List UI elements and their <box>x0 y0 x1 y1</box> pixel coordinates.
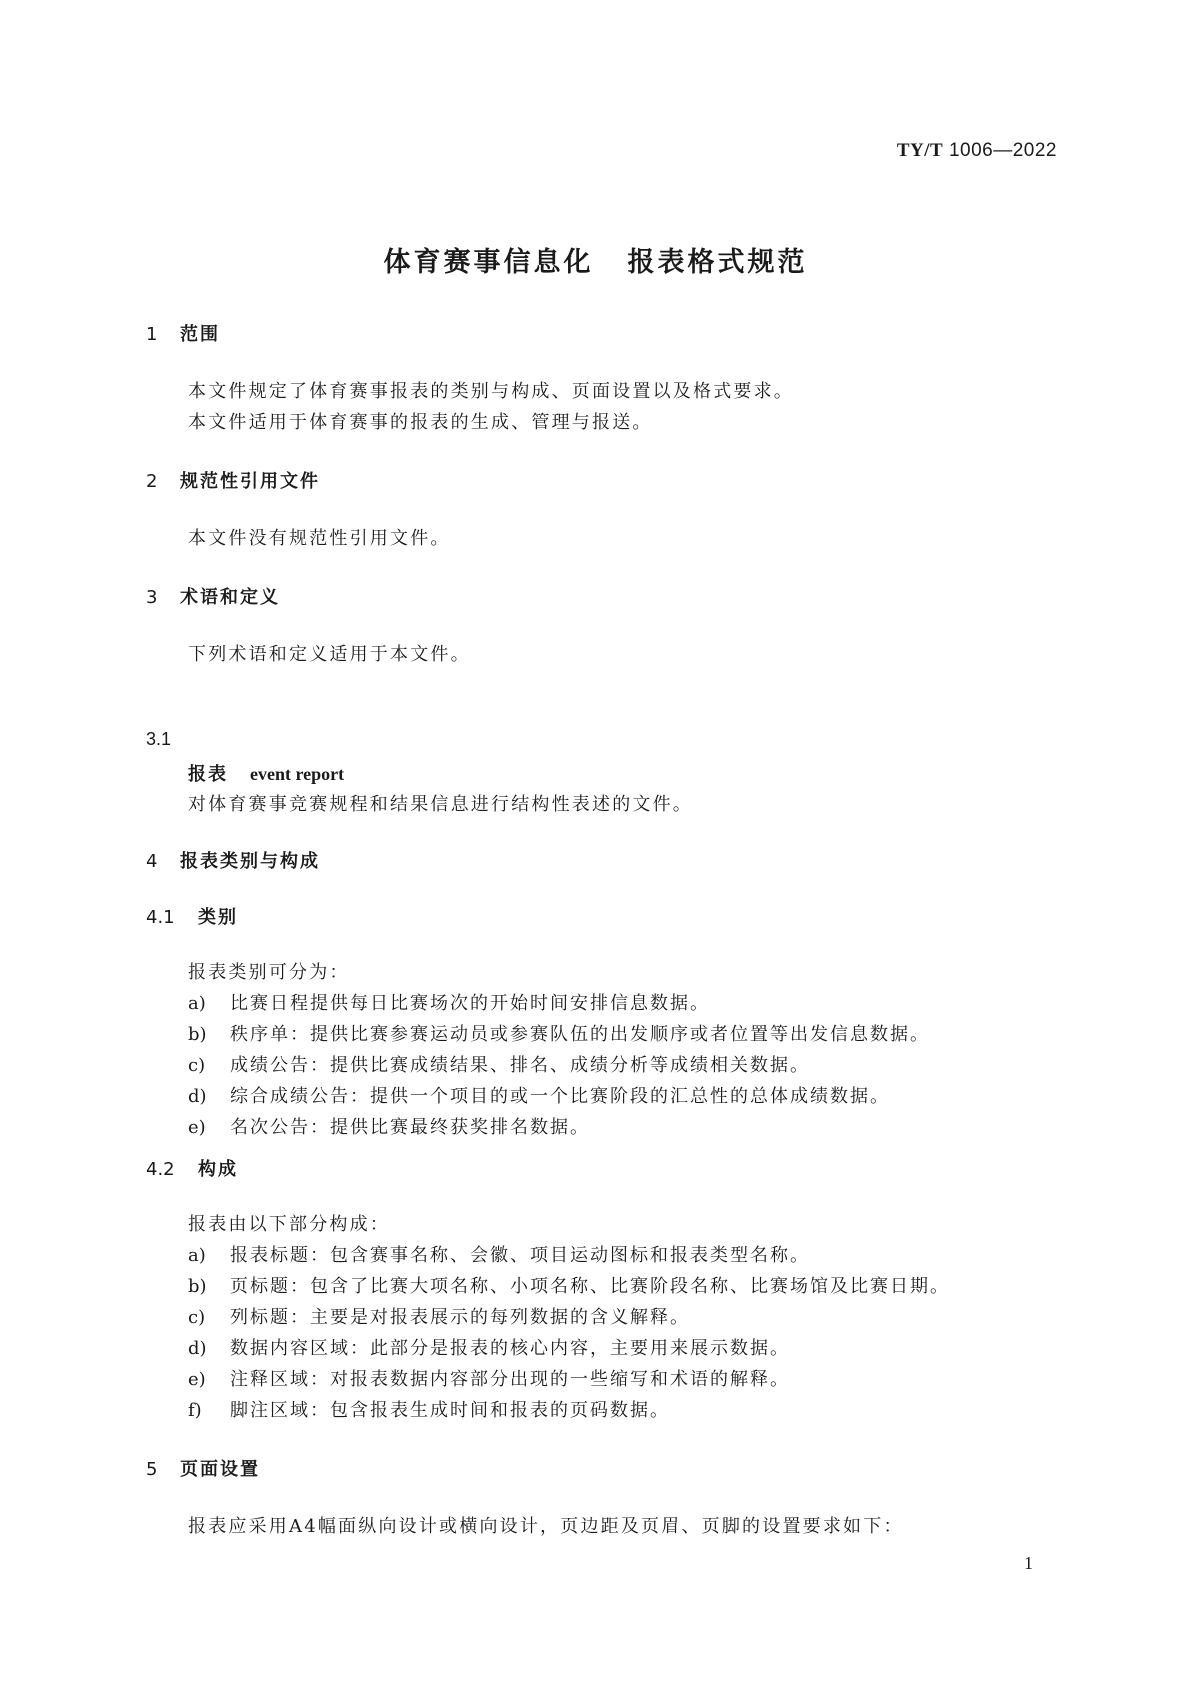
title-part-2: 报表格式规范 <box>627 247 808 278</box>
list-item <box>188 1051 810 1077</box>
list-text: 比赛日程提供每日比赛场次的开始时间安排信息数据。 <box>230 993 710 1014</box>
term-number: 3.1 <box>146 729 172 749</box>
list-marker: a) <box>188 993 206 1014</box>
list-item <box>188 1303 690 1329</box>
list-item <box>188 1020 930 1046</box>
section-title: 术语和定义 <box>180 587 280 608</box>
subsection-title: 构成 <box>198 1159 238 1180</box>
section-2-heading <box>146 467 320 493</box>
list-marker: d) <box>188 1338 207 1359</box>
list-text: 注释区域：对报表数据内容部分出现的一些缩写和术语的解释。 <box>230 1369 790 1390</box>
section-title: 页面设置 <box>180 1459 260 1480</box>
paragraph: 本文件规定了体育赛事报表的类别与构成、页面设置以及格式要求。 <box>188 381 794 402</box>
list-text: 列标题：主要是对报表展示的每列数据的含义解释。 <box>230 1307 690 1328</box>
section-5-heading <box>146 1455 260 1481</box>
section-title: 范围 <box>180 324 220 345</box>
standard-prefix: TY/T <box>896 140 944 161</box>
list-text: 脚注区域：包含报表生成时间和报表的页码数据。 <box>230 1400 670 1421</box>
section-4-heading <box>146 847 320 873</box>
list-marker: e) <box>188 1117 206 1138</box>
list-text: 报表标题：包含赛事名称、会徽、项目运动图标和报表类型名称。 <box>230 1245 810 1266</box>
section-number: 5 <box>146 1459 158 1480</box>
subsection-title: 类别 <box>198 907 238 928</box>
page-number: 1 <box>1024 1553 1033 1573</box>
list-marker: d) <box>188 1086 207 1107</box>
term-entry <box>188 760 344 786</box>
list-item <box>188 1334 790 1360</box>
section-number: 3 <box>146 587 158 608</box>
list-item <box>188 1113 590 1139</box>
subsection-number: 4.1 <box>146 907 175 928</box>
list-item <box>188 1272 950 1298</box>
list-item <box>188 1365 790 1391</box>
list-marker: b) <box>188 1276 207 1297</box>
list-intro: 报表由以下部分构成： <box>188 1214 390 1235</box>
list-marker: e) <box>188 1369 206 1390</box>
title-part-1: 体育赛事信息化 <box>383 247 594 278</box>
list-item <box>188 1241 810 1267</box>
section-number: 4 <box>146 851 158 872</box>
list-marker: c) <box>188 1307 206 1328</box>
subsection-number: 4.2 <box>146 1159 175 1180</box>
section-3-heading <box>146 583 280 609</box>
list-text: 页标题：包含了比赛大项名称、小项名称、比赛阶段名称、比赛场馆及比赛日期。 <box>230 1276 950 1297</box>
standard-code <box>897 140 1057 162</box>
list-marker: c) <box>188 1055 206 1076</box>
term-english: event report <box>250 764 345 784</box>
section-title: 报表类别与构成 <box>180 851 320 872</box>
list-text: 综合成绩公告：提供一个项目的或一个比赛阶段的汇总性的总体成绩数据。 <box>230 1086 890 1107</box>
list-marker: b) <box>188 1024 207 1045</box>
section-number: 2 <box>146 471 158 492</box>
document-title <box>0 240 1191 279</box>
list-text: 成绩公告：提供比赛成绩结果、排名、成绩分析等成绩相关数据。 <box>230 1055 810 1076</box>
paragraph: 本文件适用于体育赛事的报表的生成、管理与报送。 <box>188 412 653 433</box>
list-item <box>188 1396 670 1422</box>
section-title: 规范性引用文件 <box>180 471 320 492</box>
list-text: 秩序单：提供比赛参赛运动员或参赛队伍的出发顺序或者位置等出发信息数据。 <box>230 1024 930 1045</box>
section-number: 1 <box>146 324 158 345</box>
subsection-4-1-heading <box>146 903 238 929</box>
list-item <box>188 989 710 1015</box>
list-intro: 报表类别可分为： <box>188 962 350 983</box>
list-marker: a) <box>188 1245 206 1266</box>
list-text: 数据内容区域：此部分是报表的核心内容，主要用来展示数据。 <box>230 1338 790 1359</box>
standard-number: 1006—2022 <box>948 140 1057 161</box>
subsection-4-2-heading <box>146 1155 238 1181</box>
section-1-heading <box>146 320 220 346</box>
paragraph: 报表应采用A4幅面纵向设计或横向设计，页边距及页眉、页脚的设置要求如下： <box>188 1516 904 1537</box>
list-text: 名次公告：提供比赛最终获奖排名数据。 <box>230 1117 590 1138</box>
term-chinese: 报表 <box>188 764 228 785</box>
list-item <box>188 1082 890 1108</box>
term-definition: 对体育赛事竞赛规程和结果信息进行结构性表述的文件。 <box>188 794 693 815</box>
paragraph: 本文件没有规范性引用文件。 <box>188 528 451 549</box>
list-marker: f) <box>188 1400 202 1421</box>
paragraph: 下列术语和定义适用于本文件。 <box>188 644 471 665</box>
